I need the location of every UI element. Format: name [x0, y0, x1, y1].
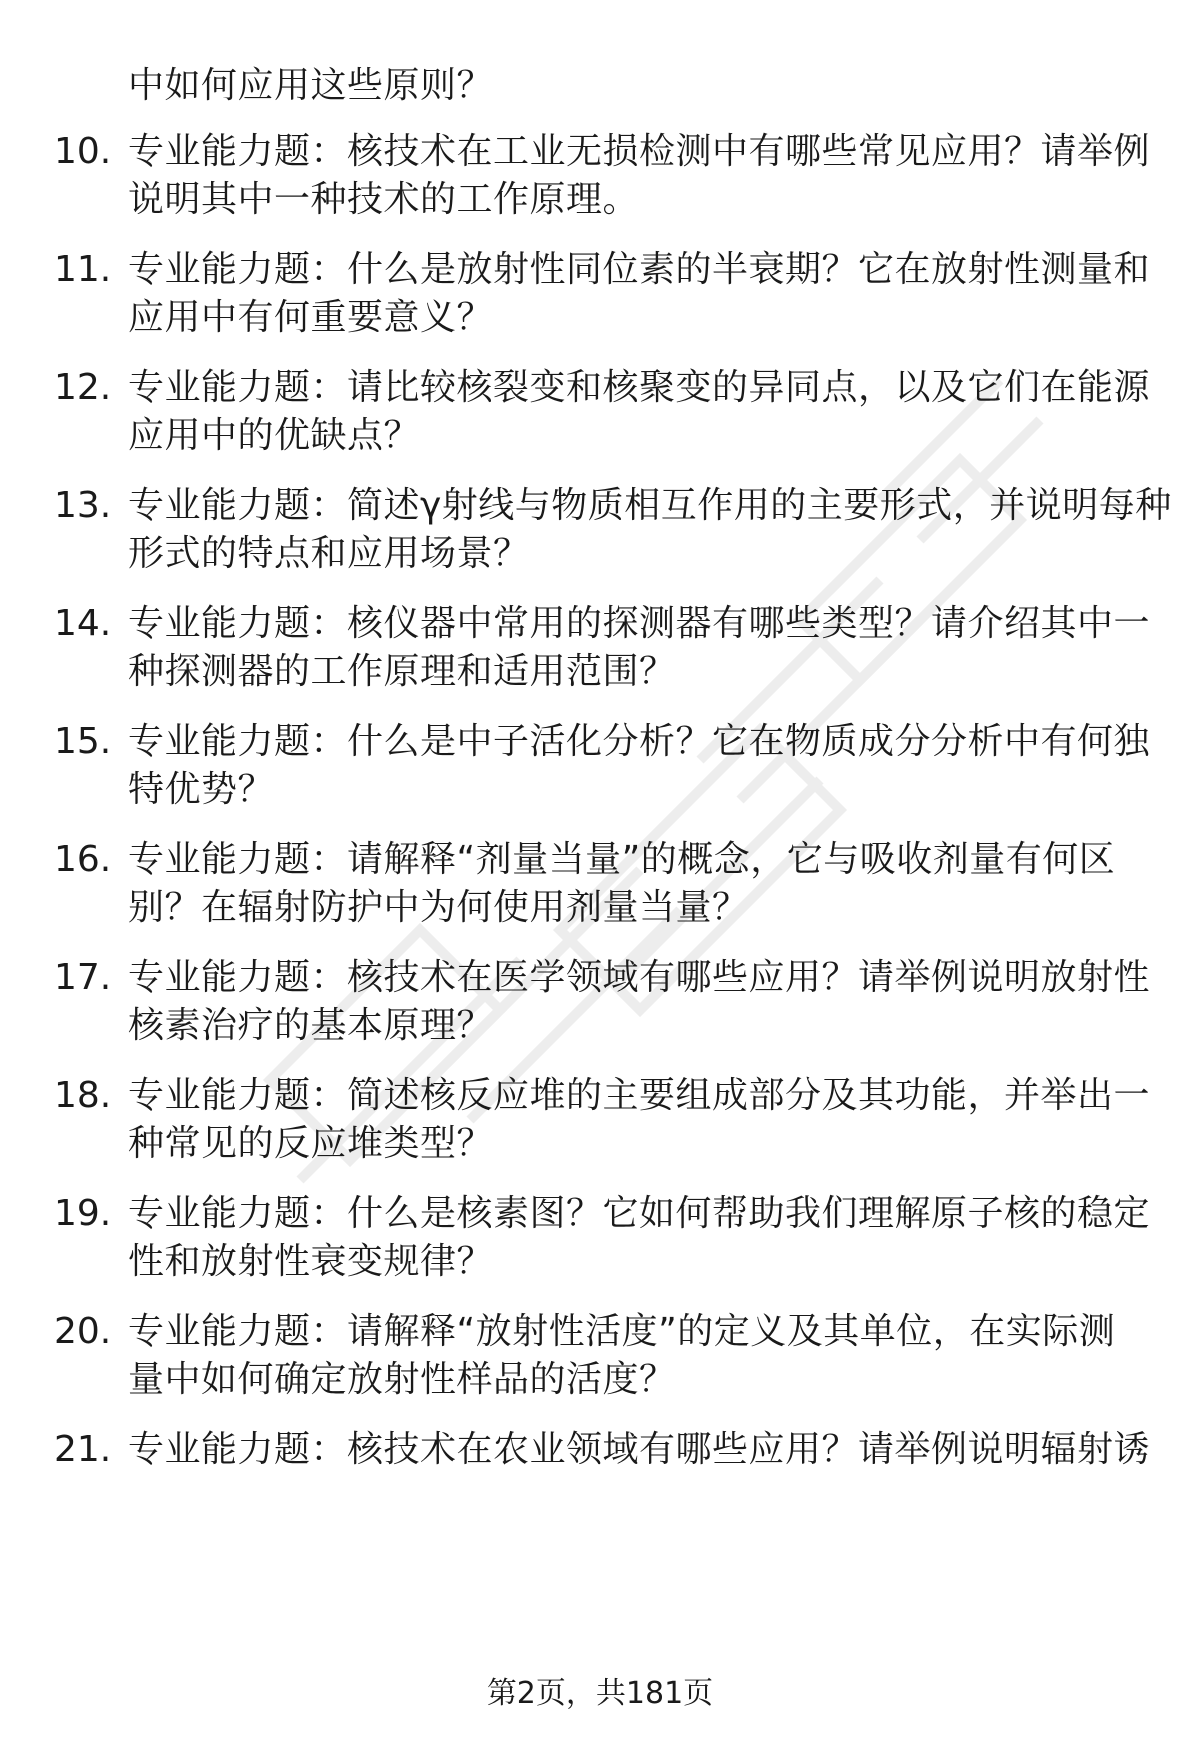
question-text-line2: 种常见的反应堆类型？ — [128, 1123, 494, 1164]
question-text-line1: 专业能力题：简述核反应堆的主要组成部分及其功能，并举出一 — [128, 1075, 1151, 1116]
question-number: 16. — [54, 839, 112, 880]
question-text-line2: 量中如何确定放射性样品的活度？ — [128, 1359, 676, 1400]
question-text-line1: 专业能力题：核技术在工业无损检测中有哪些常见应用？请举例 — [128, 131, 1151, 172]
question-number: 17. — [54, 957, 112, 998]
question-text-line1: 专业能力题：核仪器中常用的探测器有哪些类型？请介绍其中一 — [128, 603, 1151, 644]
question-number: 13. — [54, 485, 112, 526]
question-number: 21. — [54, 1429, 112, 1470]
question-number: 19. — [54, 1193, 112, 1234]
question-number: 14. — [54, 603, 112, 644]
question-text-line2: 种探测器的工作原理和适用范围？ — [128, 651, 676, 692]
question-text-line2: 说明其中一种技术的工作原理。 — [128, 179, 640, 220]
question-number: 18. — [54, 1075, 112, 1116]
question-text-line2: 性和放射性衰变规律？ — [128, 1241, 494, 1282]
question-text-line2: 核素治疗的基本原理？ — [128, 1005, 494, 1046]
question-text-line2: 特优势？ — [128, 769, 275, 810]
question-number: 20. — [54, 1311, 112, 1352]
question-text-line1: 专业能力题：核技术在医学领域有哪些应用？请举例说明放射性 — [128, 957, 1151, 998]
question-text-line2: 应用中有何重要意义？ — [128, 297, 494, 338]
question-text-line2: 应用中的优缺点？ — [128, 415, 421, 456]
continuation-line: 中如何应用这些原则？ — [128, 65, 494, 106]
question-text-line1: 专业能力题：简述γ射线与物质相互作用的主要形式，并说明每种 — [128, 485, 1172, 526]
question-number: 12. — [54, 367, 112, 408]
question-number: 10. — [54, 131, 112, 172]
page-footer: 第2页，共181页 — [486, 1676, 714, 1711]
question-text-line1: 专业能力题：核技术在农业领域有哪些应用？请举例说明辐射诱 — [128, 1429, 1151, 1470]
question-text-line1: 专业能力题：请解释“剂量当量”的概念，它与吸收剂量有何区 — [128, 839, 1116, 880]
question-text-line2: 别？在辐射防护中为何使用剂量当量？ — [128, 887, 749, 928]
question-text-line1: 专业能力题：请比较核裂变和核聚变的异同点，以及它们在能源 — [128, 367, 1151, 408]
question-text-line2: 形式的特点和应用场景？ — [128, 533, 530, 574]
question-number: 11. — [54, 249, 112, 290]
question-text-line1: 专业能力题：什么是放射性同位素的半衰期？它在放射性测量和 — [128, 249, 1151, 290]
question-text-line1: 专业能力题：什么是核素图？它如何帮助我们理解原子核的稳定 — [128, 1193, 1151, 1234]
question-text-line1: 专业能力题：请解释“放射性活度”的定义及其单位，在实际测 — [128, 1311, 1116, 1352]
question-number: 15. — [54, 721, 112, 762]
question-text-line1: 专业能力题：什么是中子活化分析？它在物质成分分析中有何独 — [128, 721, 1151, 762]
